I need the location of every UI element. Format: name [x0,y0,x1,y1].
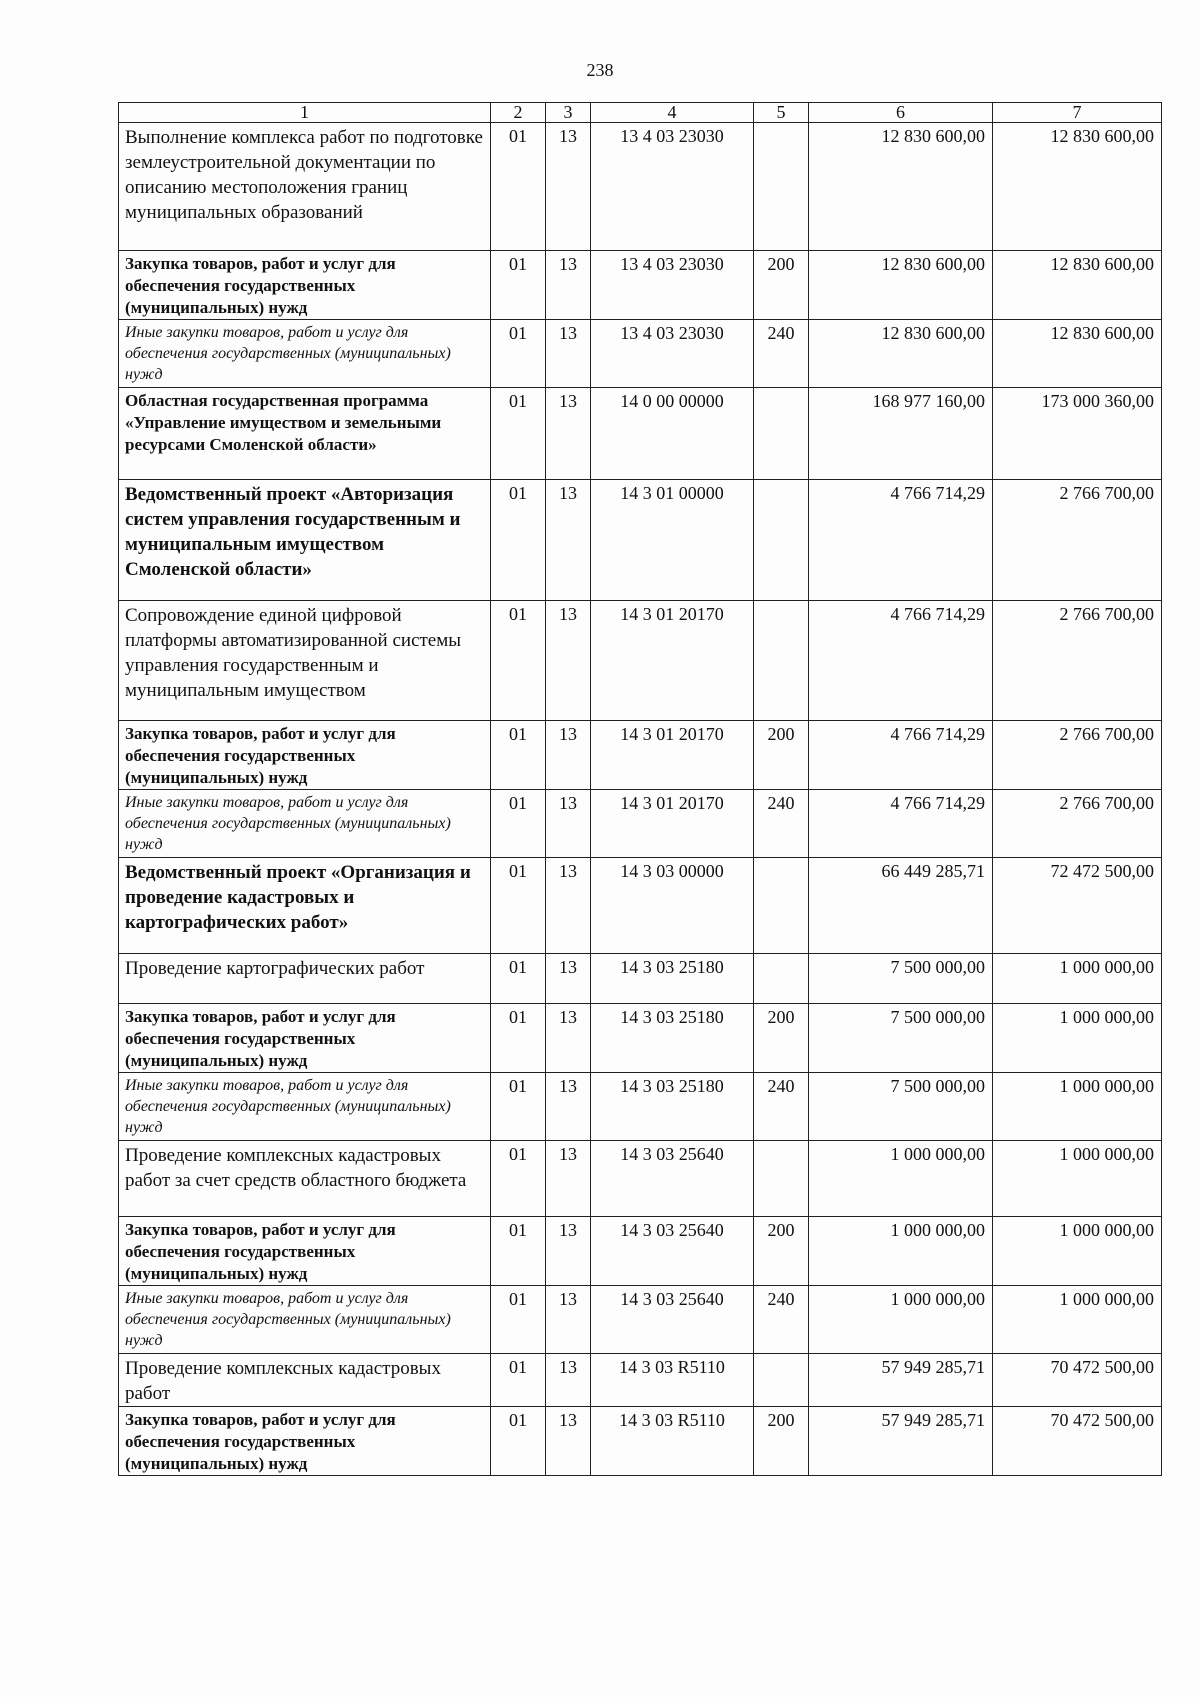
section-code: 01 [491,601,546,721]
expense-type-code: 240 [754,1286,809,1354]
table-row [119,721,1162,790]
amount-year-2: 72 472 500,00 [993,858,1162,954]
section-code: 01 [491,1354,546,1407]
expense-type-code [754,858,809,954]
expense-type-code [754,601,809,721]
amount-year-2: 2 766 700,00 [993,790,1162,858]
expense-type-code [754,480,809,601]
table-row [119,1004,1162,1073]
amount-year-2: 1 000 000,00 [993,1141,1162,1217]
table-row [119,1286,1162,1354]
item-name: Иные закупки товаров, работ и услуг для обеспечения государственных (муниципальных) нужд [119,1286,491,1354]
subsection-code: 13 [546,1354,591,1407]
target-article-code: 14 3 01 00000 [591,480,754,601]
expense-type-code: 240 [754,320,809,388]
target-article-code: 13 4 03 23030 [591,123,754,251]
amount-year-1: 4 766 714,29 [809,601,993,721]
amount-year-1: 66 449 285,71 [809,858,993,954]
section-code: 01 [491,954,546,1004]
table-row [119,790,1162,858]
table-row [119,858,1162,954]
subsection-code: 13 [546,123,591,251]
expense-type-code: 200 [754,251,809,320]
section-code: 01 [491,320,546,388]
item-name: Выполнение комплекса работ по подготовке землеустроительной документации по описанию местоположения границ муниципальных образований [119,123,491,251]
item-name: Проведение комплексных кадастровых работ за счет средств областного бюджета [119,1141,491,1217]
table-row [119,1354,1162,1407]
subsection-code: 13 [546,1217,591,1286]
amount-year-1: 7 500 000,00 [809,1004,993,1073]
subsection-code: 13 [546,320,591,388]
amount-year-2: 70 472 500,00 [993,1354,1162,1407]
column-header-5: 5 [754,103,809,123]
amount-year-2: 1 000 000,00 [993,1286,1162,1354]
expense-type-code [754,954,809,1004]
target-article-code: 14 3 03 25180 [591,1073,754,1141]
table-row [119,480,1162,601]
column-header-7: 7 [993,103,1162,123]
section-code: 01 [491,480,546,601]
subsection-code: 13 [546,601,591,721]
target-article-code: 14 3 01 20170 [591,721,754,790]
amount-year-2: 1 000 000,00 [993,1073,1162,1141]
expense-type-code [754,1354,809,1407]
amount-year-1: 12 830 600,00 [809,320,993,388]
section-code: 01 [491,1073,546,1141]
table-row [119,1217,1162,1286]
column-header-3: 3 [546,103,591,123]
target-article-code: 14 3 03 25640 [591,1286,754,1354]
subsection-code: 13 [546,790,591,858]
target-article-code: 14 3 03 25640 [591,1141,754,1217]
amount-year-1: 57 949 285,71 [809,1407,993,1476]
item-name: Ведомственный проект «Авторизация систем управления государственным и муниципальным имуществом Смоленской области» [119,480,491,601]
amount-year-2: 70 472 500,00 [993,1407,1162,1476]
subsection-code: 13 [546,1073,591,1141]
item-name: Проведение комплексных кадастровых работ [119,1354,491,1407]
item-name: Иные закупки товаров, работ и услуг для обеспечения государственных (муниципальных) нужд [119,320,491,388]
subsection-code: 13 [546,1286,591,1354]
target-article-code: 13 4 03 23030 [591,251,754,320]
item-name: Сопровождение единой цифровой платформы автоматизированной системы управления государственным и муниципальным имуществом [119,601,491,721]
target-article-code: 14 0 00 00000 [591,388,754,480]
section-code: 01 [491,1004,546,1073]
column-header-6: 6 [809,103,993,123]
section-code: 01 [491,388,546,480]
amount-year-1: 1 000 000,00 [809,1141,993,1217]
item-name: Закупка товаров, работ и услуг для обеспечения государственных (муниципальных) нужд [119,1407,491,1476]
subsection-code: 13 [546,858,591,954]
amount-year-2: 2 766 700,00 [993,721,1162,790]
amount-year-1: 7 500 000,00 [809,954,993,1004]
target-article-code: 13 4 03 23030 [591,320,754,388]
subsection-code: 13 [546,721,591,790]
table-row [119,1073,1162,1141]
amount-year-1: 1 000 000,00 [809,1217,993,1286]
item-name: Областная государственная программа «Управление имуществом и земельными ресурсами Смоленской области» [119,388,491,480]
target-article-code: 14 3 03 25640 [591,1217,754,1286]
table-row [119,954,1162,1004]
amount-year-2: 2 766 700,00 [993,480,1162,601]
target-article-code: 14 3 03 25180 [591,1004,754,1073]
target-article-code: 14 3 03 00000 [591,858,754,954]
amount-year-2: 2 766 700,00 [993,601,1162,721]
item-name: Закупка товаров, работ и услуг для обеспечения государственных (муниципальных) нужд [119,1217,491,1286]
target-article-code: 14 3 03 25180 [591,954,754,1004]
budget-table [118,102,1162,1476]
table-row [119,1407,1162,1476]
item-name: Закупка товаров, работ и услуг для обеспечения государственных (муниципальных) нужд [119,251,491,320]
section-code: 01 [491,858,546,954]
section-code: 01 [491,721,546,790]
amount-year-1: 12 830 600,00 [809,251,993,320]
expense-type-code: 200 [754,1407,809,1476]
subsection-code: 13 [546,388,591,480]
item-name: Проведение картографических работ [119,954,491,1004]
target-article-code: 14 3 01 20170 [591,790,754,858]
subsection-code: 13 [546,954,591,1004]
amount-year-2: 1 000 000,00 [993,954,1162,1004]
expense-type-code: 200 [754,721,809,790]
amount-year-1: 168 977 160,00 [809,388,993,480]
section-code: 01 [491,790,546,858]
section-code: 01 [491,251,546,320]
item-name: Иные закупки товаров, работ и услуг для обеспечения государственных (муниципальных) нужд [119,790,491,858]
section-code: 01 [491,123,546,251]
column-header-1: 1 [119,103,491,123]
expense-type-code: 240 [754,1073,809,1141]
column-number-row [119,103,1162,123]
subsection-code: 13 [546,1141,591,1217]
amount-year-1: 57 949 285,71 [809,1354,993,1407]
target-article-code: 14 3 03 R5110 [591,1354,754,1407]
column-header-4: 4 [591,103,754,123]
expense-type-code [754,388,809,480]
amount-year-1: 4 766 714,29 [809,721,993,790]
table-row [119,388,1162,480]
section-code: 01 [491,1286,546,1354]
section-code: 01 [491,1407,546,1476]
column-header-2: 2 [491,103,546,123]
table-row [119,320,1162,388]
amount-year-2: 1 000 000,00 [993,1217,1162,1286]
amount-year-2: 12 830 600,00 [993,251,1162,320]
item-name: Иные закупки товаров, работ и услуг для обеспечения государственных (муниципальных) нужд [119,1073,491,1141]
amount-year-1: 4 766 714,29 [809,480,993,601]
table-row [119,1141,1162,1217]
expense-type-code: 200 [754,1004,809,1073]
amount-year-2: 12 830 600,00 [993,320,1162,388]
amount-year-1: 1 000 000,00 [809,1286,993,1354]
target-article-code: 14 3 01 20170 [591,601,754,721]
table-row [119,251,1162,320]
subsection-code: 13 [546,251,591,320]
amount-year-2: 173 000 360,00 [993,388,1162,480]
section-code: 01 [491,1217,546,1286]
expense-type-code: 200 [754,1217,809,1286]
subsection-code: 13 [546,480,591,601]
amount-year-1: 12 830 600,00 [809,123,993,251]
amount-year-1: 4 766 714,29 [809,790,993,858]
target-article-code: 14 3 03 R5110 [591,1407,754,1476]
amount-year-2: 1 000 000,00 [993,1004,1162,1073]
item-name: Закупка товаров, работ и услуг для обеспечения государственных (муниципальных) нужд [119,721,491,790]
section-code: 01 [491,1141,546,1217]
item-name: Закупка товаров, работ и услуг для обеспечения государственных (муниципальных) нужд [119,1004,491,1073]
expense-type-code [754,1141,809,1217]
table-row [119,601,1162,721]
page-number: 238 [586,60,614,80]
amount-year-1: 7 500 000,00 [809,1073,993,1141]
subsection-code: 13 [546,1004,591,1073]
expense-type-code [754,123,809,251]
table-row [119,123,1162,251]
amount-year-2: 12 830 600,00 [993,123,1162,251]
item-name: Ведомственный проект «Организация и проведение кадастровых и картографических работ» [119,858,491,954]
expense-type-code: 240 [754,790,809,858]
subsection-code: 13 [546,1407,591,1476]
